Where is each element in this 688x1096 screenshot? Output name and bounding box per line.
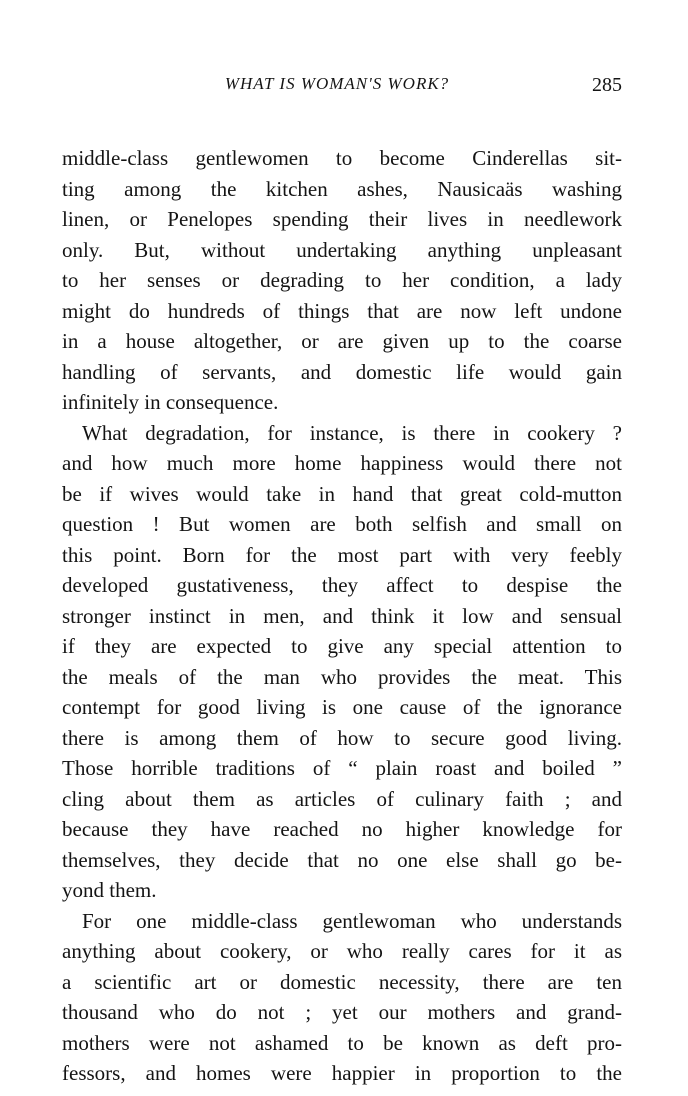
text-line: anything about cookery, or who really cares for it as — [62, 939, 622, 963]
page-number: 285 — [592, 74, 622, 96]
text-line: yond them. — [62, 878, 157, 902]
text-line: middle-class gentlewomen to become Cinderellas sit- — [62, 146, 622, 170]
text-line: themselves, they decide that no one else shall go be- — [62, 847, 622, 872]
text-line: handling of servants, and domestic life would gain — [62, 359, 622, 384]
text-line: mothers were not ashamed to be known as deft pro- — [62, 1030, 622, 1055]
text-line: Those horrible traditions of “ plain roast and boiled ” — [62, 756, 622, 780]
text-line: the meals of the man who provides the meat. This — [62, 664, 622, 689]
text-line: if they are expected to give any special attention to — [62, 634, 622, 658]
text-line: in a house altogether, or are given up to the coarse — [62, 329, 622, 353]
text-line: thousand who do not ; yet our mothers and grand- — [62, 1000, 622, 1024]
text-line: infinitely in consequence. — [62, 390, 279, 414]
text-line: this point. Born for the most part with very feebly — [62, 542, 622, 567]
text-line: cling about them as articles of culinary faith ; and — [62, 786, 622, 811]
body-text — [62, 143, 622, 1089]
text-line: question ! But women are both selfish and small on — [62, 512, 622, 536]
text-line: be if wives would take in hand that great cold-mutton — [62, 481, 622, 506]
page-header — [62, 74, 622, 104]
text-line: developed gustativeness, they affect to despise the — [62, 573, 622, 597]
text-line: to her senses or degrading to her condition, a lady — [62, 268, 622, 292]
text-line: stronger instinct in men, and think it low and sensual — [62, 603, 622, 628]
text-line: might do hundreds of things that are now left undone — [62, 298, 622, 323]
text-line: only. But, without undertaking anything unpleasant — [62, 237, 622, 262]
text-line: For one middle-class gentlewoman who understands — [82, 908, 622, 933]
text-line: a scientific art or domestic necessity, there are ten — [62, 969, 622, 994]
text-line: fessors, and homes were happier in proportion to the — [62, 1061, 622, 1085]
text-line: and how much more home happiness would there not — [62, 451, 622, 475]
text-line: What degradation, for instance, is there in cookery ? — [82, 420, 622, 445]
text-line: there is among them of how to secure good living. — [62, 725, 622, 750]
running-title: WHAT IS WOMAN'S WORK? — [224, 74, 450, 93]
text-line: contempt for good living is one cause of the ignorance — [62, 695, 622, 719]
text-line: because they have reached no higher knowledge for — [62, 817, 622, 841]
text-line: ting among the kitchen ashes, Nausicaäs washing — [62, 176, 622, 201]
text-line: linen, or Penelopes spending their lives in needlework — [62, 207, 622, 231]
